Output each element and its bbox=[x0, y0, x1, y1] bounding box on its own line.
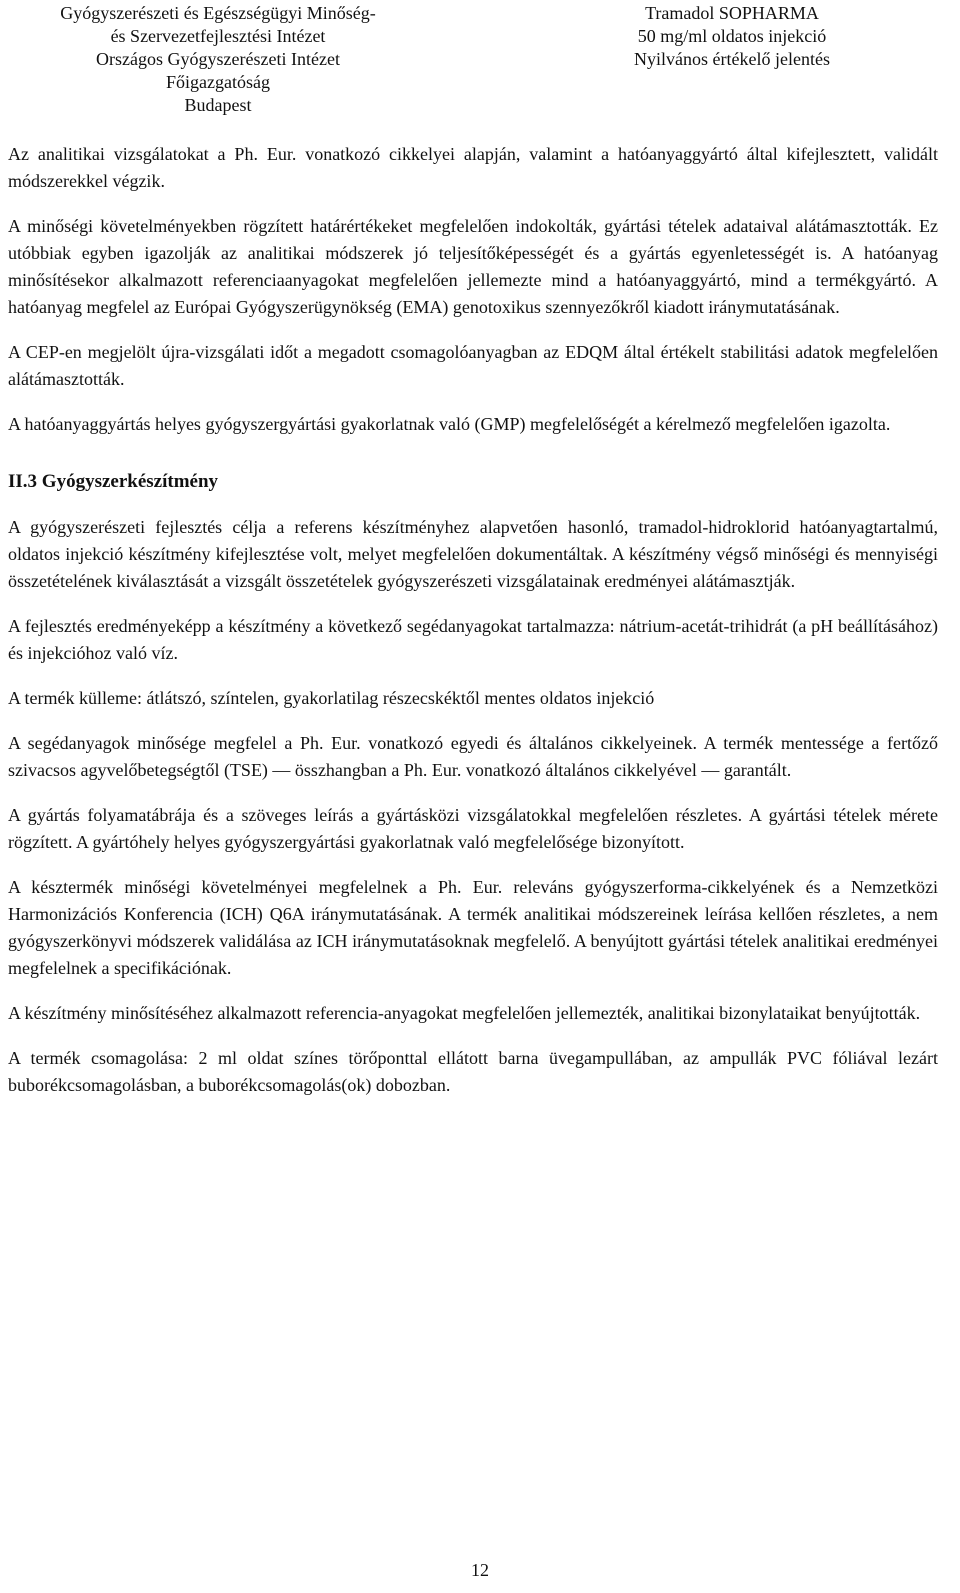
paragraph: A készítmény minősítéséhez alkalmazott referencia-anyagokat megfelelően jellemezték, analitikai bizonylataikat benyújtották. bbox=[8, 1003, 921, 1023]
header-right-line: Tramadol SOPHARMA bbox=[645, 3, 819, 23]
paragraph: A termék csomagolása: 2 ml oldat színes törőponttal ellátott barna üvegampullában, az ampullák PVC fóliával lezárt buborékcsomagolásban, a buborékcsomagolás(ok) dobozban. bbox=[8, 1048, 938, 1095]
paragraph: A minőségi követelményekben rögzített határértékeket megfelelően indokolták, gyártási tételek adataival alátámasztották. Ez utóbbiak egyben igazolják az analitikai módszerek jó teljesítőképességét és a gyártás egyenletességét is. A hatóanyag minősítésekor alkalmazott referenciaanyagokat megfelelően jellemezte mind a hatóanyaggyártó, mind a termékgyártó. A hatóanyag megfelel az Európai Gyógyszerügynökség (EMA) genotoxikus szennyezőkről kiadott iránymutatásának. bbox=[8, 216, 938, 317]
paragraph: A gyártás folyamatábrája és a szöveges leírás a gyártásközi vizsgálatokkal megfelelően részletes. A gyártási tételek mérete rögzített. A gyártóhely helyes gyógyszergyártási gyakorlatnak való megfelelősége bizonyított. bbox=[8, 805, 938, 852]
paragraph: A késztermék minőségi követelményei megfelelnek a Ph. Eur. releváns gyógyszerforma-cikkelyének és a Nemzetközi Harmonizációs Konferencia (ICH) Q6A iránymutatásának. A termék analitikai módszereinek leírása kellően részletes, a nem gyógyszerkönyvi módszerek validálása az ICH iránymutatásoknak megfelelő. A benyújtott gyártási tételek analitikai eredményei megfelelnek a specifikációnak. bbox=[8, 877, 938, 978]
paragraph: A segédanyagok minősége megfelel a Ph. Eur. vonatkozó egyedi és általános cikkelyeinek. A termék mentessége a fertőző szivacsos agyvelőbetegségtől (TSE) — összhangban a Ph. Eur. vonatkozó általános cikkelyével — garantált. bbox=[8, 733, 938, 780]
paragraph: A gyógyszerészeti fejlesztés célja a referens készítményhez alapvetően hasonló, tramadol-hidroklorid hatóanyagtartalmú, oldatos injekció készítmény kifejlesztése volt, melyet megfelelően dokumentáltak. A készítmény végső minőségi és mennyiségi összetételének kiválasztását a vizsgált összetételek gyógyszerészeti vizsgálatainak eredményei alátámasztják. bbox=[8, 517, 938, 591]
header-left-line: Főigazgatóság bbox=[166, 72, 270, 92]
paragraph: A termék külleme: átlátszó, színtelen, gyakorlatilag részecskéktől mentes oldatos injekció bbox=[8, 688, 655, 708]
header-right-line: 50 mg/ml oldatos injekció bbox=[637, 26, 827, 46]
page-number: 12 bbox=[471, 1560, 489, 1580]
header-product bbox=[572, 2, 892, 71]
header-left-line: Gyógyszerészeti és Egészségügyi Minőség- bbox=[60, 3, 376, 23]
header-left-line: Budapest bbox=[184, 95, 252, 115]
page-header bbox=[0, 0, 960, 120]
header-right-line: Nyilvános értékelő jelentés bbox=[634, 49, 830, 69]
header-left-line: és Szervezetfejlesztési Intézet bbox=[110, 26, 326, 46]
header-institution bbox=[8, 2, 428, 117]
paragraph: A CEP-en megjelölt újra-vizsgálati időt a megadott csomagolóanyagban az EDQM által értékelt stabilitási adatok megfelelően alátámasztották. bbox=[8, 342, 938, 389]
header-left-line: Országos Gyógyszerészeti Intézet bbox=[96, 49, 340, 69]
document-body bbox=[8, 141, 938, 1117]
section-heading: II.3 Gyógyszerkészítmény bbox=[8, 471, 219, 492]
paragraph: Az analitikai vizsgálatokat a Ph. Eur. vonatkozó cikkelyei alapján, valamint a hatóanyaggyártó által kifejlesztett, validált módszerekkel végzik. bbox=[8, 144, 938, 191]
paragraph: A hatóanyaggyártás helyes gyógyszergyártási gyakorlatnak való (GMP) megfelelőségét a kérelmező megfelelően igazolta. bbox=[8, 414, 891, 434]
paragraph: A fejlesztés eredményeképp a készítmény a következő segédanyagokat tartalmazza: nátrium-acetát-trihidrát (a pH beállításához) és injekcióhoz való víz. bbox=[8, 616, 938, 663]
